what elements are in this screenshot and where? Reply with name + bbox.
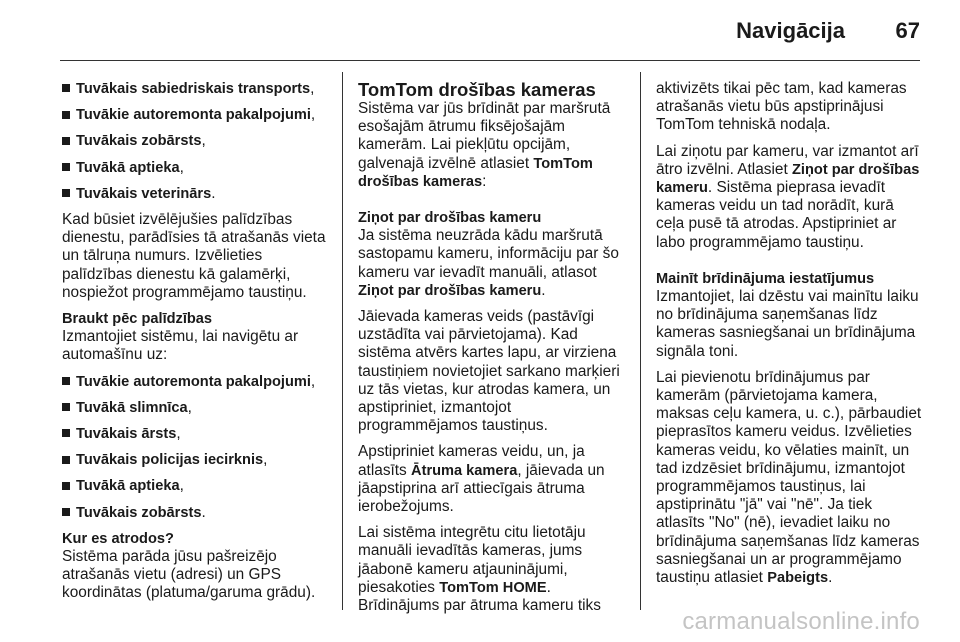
bullet-icon	[62, 111, 70, 119]
bullet-item: Tuvākais veterinārs.	[62, 185, 330, 203]
bullet-icon	[62, 456, 70, 464]
section-heading: TomTom drošības kameras	[358, 79, 596, 100]
paragraph: Sistēma var jūs brīdināt par maršrutā esošajām ātrumu fiksējošajām kamerām. Lai piekļūtu opcijām, galvenajā izvēlnē atlasiet TomTom drošības kameras:	[358, 100, 611, 190]
paragraph: Kad būsiet izvēlējušies palīdzības dienestu, parādīsies tā atrašanās vieta un tālruņa numurs. Izvēlieties palīdzības dienestu kā galamērķi, nospiežot programmējamo taustiņu.	[62, 211, 326, 301]
column-1	[62, 80, 330, 611]
paragraph: Izmantojiet sistēmu, lai navigētu ar automašīnu uz:	[62, 328, 299, 364]
bullet-item: Tuvākā aptieka,	[62, 159, 330, 177]
paragraph: Jāievada kameras veids (pastāvīgi uzstādīta vai pārvietojama). Kad sistēma atvērs kartes lapu, ar virziena taustiņiem novietojiet sarkano marķieri uz tās vietas, kur atrodas kamera, un apstipriniet, izmantojot programmējamos taustiņus.	[358, 308, 620, 435]
paragraph: Apstipriniet kameras veidu, un, ja atlasīts Ātruma kamera, jāievada un jāapstiprina arī attiecīgais ātruma ierobežojums.	[358, 443, 605, 516]
bullet-item: Tuvākais policijas iecirknis,	[62, 451, 330, 469]
bullet-icon	[62, 429, 70, 437]
subheading: Mainīt brīdinājuma iestatījumus	[656, 270, 875, 287]
paragraph: Lai sistēma integrētu citu lietotāju manuāli ievadītās kameras, jums jāabonē kameru atjauninājumi, piesakoties TomTom HOME. Brīdinājums par ātruma kameru tiks	[358, 524, 601, 615]
paragraph: Ja sistēma neuzrāda kādu maršrutā sastopamu kameru, informāciju par šo kameru var ievadīt manuāli, atlasot Ziņot par drošības kameru.	[358, 227, 619, 299]
bullet-item: Tuvākie autoremonta pakalpojumi,	[62, 106, 330, 124]
column-divider	[640, 72, 641, 610]
subheading: Braukt pēc palīdzības	[62, 311, 213, 328]
bullet-list-destinations	[62, 373, 330, 522]
page-number: 67	[895, 18, 920, 43]
page-header	[0, 0, 960, 62]
bullet-item: Tuvākie autoremonta pakalpojumi,	[62, 373, 330, 391]
watermark-text: carmanualsonline.info	[682, 608, 920, 635]
bullet-icon	[62, 137, 70, 145]
bullet-item: Tuvākā aptieka,	[62, 477, 330, 495]
paragraph: Lai ziņotu par kameru, var izmantot arī ātro izvēlni. Atlasiet Ziņot par drošības kameru. Sistēma pieprasa ievadīt kameras veidu un tad norādīt, kurā ceļa pusē tā atrodas. Apstipriniet ar labo programmējamo taustiņu.	[656, 142, 920, 251]
column-divider	[342, 72, 343, 610]
bullet-icon	[62, 163, 70, 171]
page-title: Navigācija	[736, 18, 845, 43]
column-3	[656, 80, 924, 595]
bullet-item: Tuvākais zobārsts,	[62, 132, 330, 150]
bullet-icon	[62, 508, 70, 516]
bullet-item: Tuvākais sabiedriskais transports,	[62, 80, 330, 98]
bullet-icon	[62, 189, 70, 197]
subheading: Ziņot par drošības kameru	[358, 210, 542, 227]
bullet-icon	[62, 377, 70, 385]
column-2	[358, 80, 628, 623]
header-rule	[60, 60, 920, 61]
paragraph: Sistēma parāda jūsu pašreizējo atrašanās vietu (adresi) un GPS koordinātas (platuma/garuma grādu).	[62, 548, 316, 602]
paragraph: Lai pievienotu brīdinājumus par kamerām (pārvietojama kamera, maksas ceļu kamera, u. c.), pārbaudiet pieprasītos kameru veidus. Izvēlieties kameras veidu, ko vēlaties mainīt, un tad izdzēsiet brīdinājumu, izmantojot programmējamos taustiņus, lai apstiprinātu "jā" vai "nē". Ja tiek atlasīts "No" (nē), ievadiet laiku no brīdinājuma saņemšanas līdz kameras sasniegšanai un ar programmējamo taustiņu atlasiet Pabeigts.	[656, 368, 922, 587]
paragraph: aktivizēts tikai pēc tam, kad kameras atrašanās vietu būs apstiprinājusi TomTom tehniskā nodaļa.	[656, 80, 907, 134]
paragraph: Izmantojiet, lai dzēstu vai mainītu laiku no brīdinājuma saņemšanas līdz kameras sasniegšanai un brīdinājuma signāla toni.	[656, 288, 919, 360]
bullet-list-categories	[62, 80, 330, 203]
bullet-icon	[62, 84, 70, 92]
bullet-icon	[62, 482, 70, 490]
bullet-item: Tuvākais zobārsts.	[62, 504, 330, 522]
bullet-item: Tuvākais ārsts,	[62, 425, 330, 443]
bullet-icon	[62, 403, 70, 411]
bullet-item: Tuvākā slimnīca,	[62, 399, 330, 417]
subheading: Kur es atrodos?	[62, 530, 174, 547]
